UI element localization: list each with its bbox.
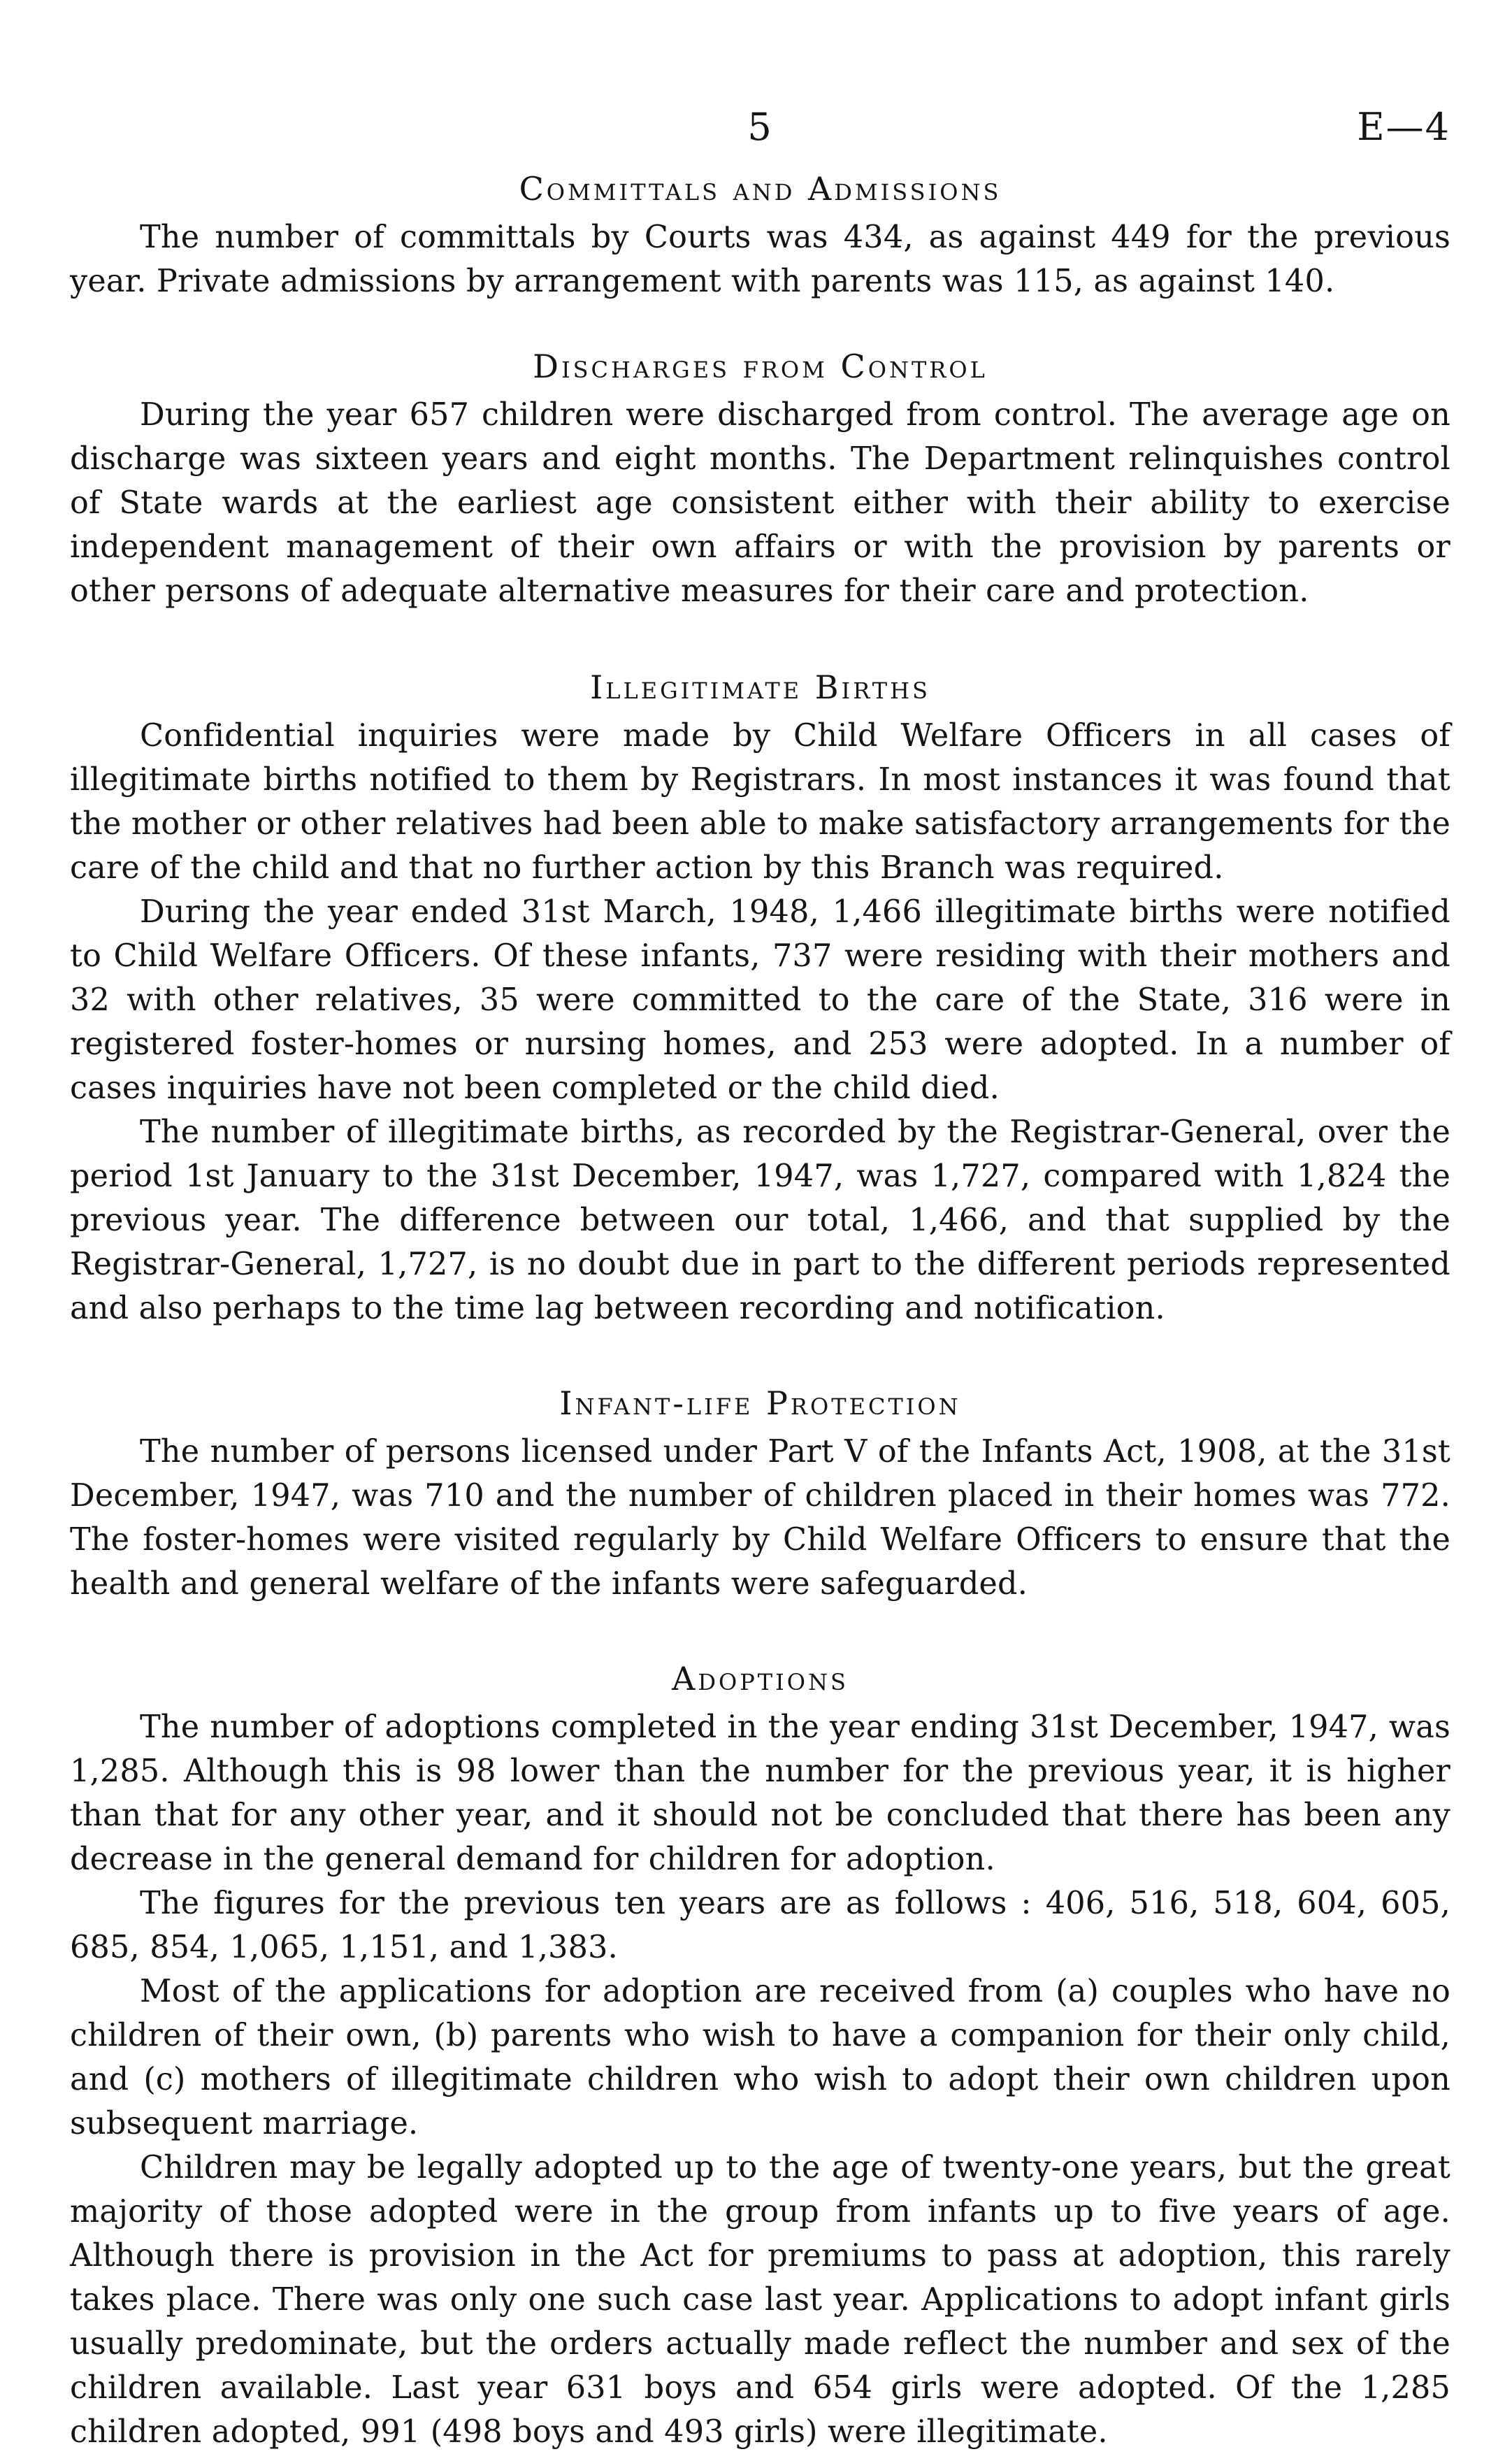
- paragraph: The number of adoptions completed in the year ending 31st December, 1947, was 1,285. Although this is 98 lower than the number for the previous year, it is higher than that for any other year, and it should not be concluded that there has been any decrease in the general demand for children for adoption.: [70, 1709, 1450, 1877]
- paragraph: The figures for the previous ten years are as follows : 406, 516, 518, 604, 605, 685, 854, 1,065, 1,151, and 1,383.: [70, 1886, 1450, 1965]
- page-number: 5: [747, 105, 773, 149]
- section-illegitimate-births: [70, 666, 1450, 1330]
- paragraph: The number of persons licensed under Part V of the Infants Act, 1908, at the 31st December, 1947, was 710 and the number of children placed in their homes was 772. The foster-homes were visited regularly by Child Welfare Officers to ensure that the health and general welfare of the infants were safeguarded.: [70, 1434, 1450, 1602]
- section-heading: Committals and Admissions: [519, 170, 1002, 208]
- paragraph: During the year 657 children were discharged from control. The average age on discharge was sixteen years and eight months. The Department relinquishes control of State wards at the earliest age consistent either with their ability to exercise independent management of their own affairs or with the provision by parents or other persons of adequate alternative measures for their care and protection.: [70, 397, 1450, 609]
- section-heading: Infant-life Protection: [559, 1384, 961, 1422]
- paragraph: Children may be legally adopted up to the age of twenty-one years, but the great majority of those adopted were in the group from infants up to five years of age. Although there is provision in the Act for premiums to pass at adoption, this rarely takes place. There was only one such case last year. Applications to adopt infant girls usually predominate, but the orders actually made reflect the number and sex of the children available. Last year 631 boys and 654 girls were adopted. Of the 1,285 children adopted, 991 (498 boys and 493 girls) were illegitimate.: [70, 2150, 1450, 2450]
- paragraph: Most of the applications for adoption are received from (a) couples who have no children of their own, (b) parents who wish to have a companion for their only child, and (c) mothers of illegitimate children who wish to adopt their own children upon subsequent marriage.: [70, 1974, 1450, 2141]
- section-discharges-from-control: [70, 345, 1450, 613]
- section-adoptions: [70, 1658, 1450, 2454]
- section-infant-life-protection: [70, 1382, 1450, 1606]
- section-heading: Discharges from Control: [533, 347, 988, 385]
- document-page: [70, 105, 1450, 2454]
- paragraph: The number of illegitimate births, as recorded by the Registrar-General, over the period 1st January to the 31st December, 1947, was 1,727, compared with 1,824 the previous year. The difference between our total, 1,466, and that supplied by the Registrar-General, 1,727, is no doubt due in part to the different periods represented and also perhaps to the time lag between recording and notification.: [70, 1114, 1450, 1326]
- paragraph: During the year ended 31st March, 1948, 1,466 illegitimate births were notified to Child Welfare Officers. Of these infants, 737 were residing with their mothers and 32 with other relatives, 35 were committed to the care of the State, 316 were in registered foster-homes or nursing homes, and 253 were adopted. In a number of cases inquiries have not been completed or the child died.: [70, 894, 1450, 1106]
- paragraph: The number of committals by Courts was 434, as against 449 for the previous year. Private admissions by arrangement with parents was 115, as against 140.: [70, 220, 1450, 299]
- paragraph: Confidential inquiries were made by Child Welfare Officers in all cases of illegitimate births notified to them by Registrars. In most instances it was found that the mother or other relatives had been able to make satisfactory arrangements for the care of the child and that no further action by this Branch was required.: [70, 718, 1450, 886]
- section-heading: Adoptions: [672, 1660, 849, 1698]
- page-header: [70, 105, 1450, 168]
- section-heading: Illegitimate Births: [590, 668, 930, 706]
- report-code: E—4: [1357, 105, 1450, 149]
- section-committals-and-admissions: [70, 168, 1450, 303]
